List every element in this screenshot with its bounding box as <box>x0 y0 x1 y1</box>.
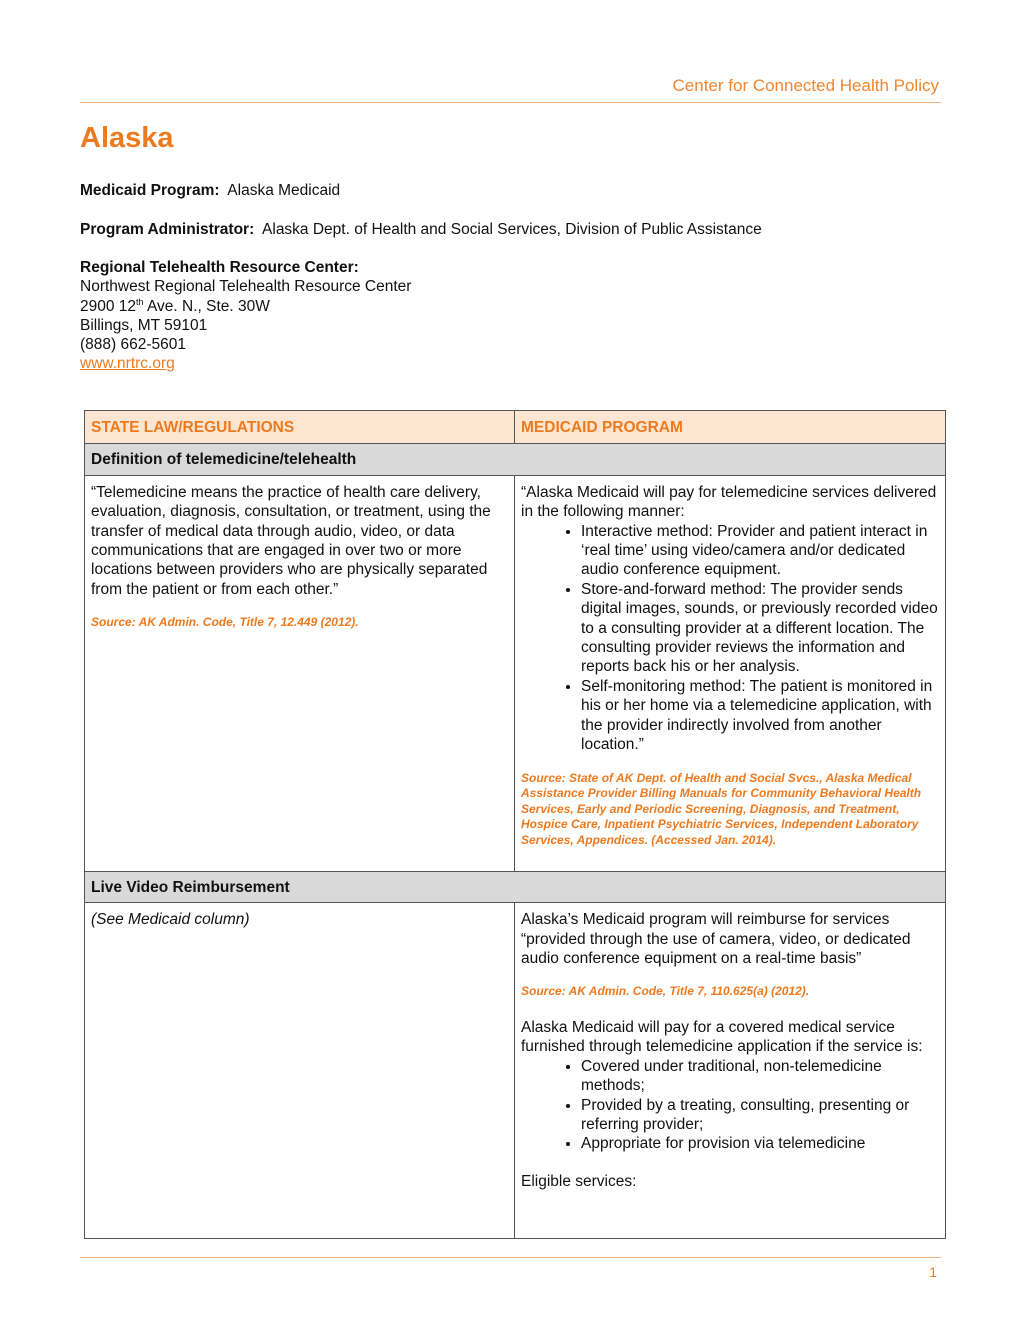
page-title: Alaska <box>80 122 174 154</box>
section-title-live-video: Live Video Reimbursement <box>85 871 946 902</box>
medicaid-cell-definition <box>515 475 946 871</box>
rtrc-city: Billings, MT 59101 <box>80 316 208 334</box>
section-title-definition: Definition of telemedicine/telehealth <box>85 444 946 475</box>
list-item: • Self-monitoring method: The patient is monitored in his or her home via a telemedicine application, with the provider indirectly involved from another location.” <box>581 677 939 755</box>
law-cell-definition <box>85 475 515 871</box>
rtrc-website-link[interactable]: www.nrtrc.org <box>80 355 175 373</box>
law-text-live-video: (See Medicaid column) <box>91 911 250 929</box>
law-source-definition: Source: AK Admin. Code, Title 7, 12.449 (2012). <box>91 615 359 630</box>
medicaid-program-value: Alaska Medicaid <box>227 182 341 199</box>
law-cell-live-video <box>85 903 515 1239</box>
medicaid-p3-live-video: Eligible services: <box>521 1172 637 1190</box>
section-row-definition <box>85 444 946 475</box>
list-item: • Store-and-forward method: The provider sends digital images, sounds, or previously recorded video to a consulting provider at a different location. The consulting provider reviews the information and reports back his or her analysis. <box>581 580 939 677</box>
rtrc-street-post: Ave. N., Ste. 30W <box>143 297 270 315</box>
table-row-definition <box>85 475 946 871</box>
rtrc-street-pre: 2900 12 <box>80 297 137 315</box>
table-header-row <box>85 411 946 444</box>
rtrc-block <box>80 258 411 374</box>
medicaid-program-line <box>80 181 340 201</box>
medicaid-cell-live-video <box>515 903 946 1239</box>
page-number: 1 <box>929 1264 937 1280</box>
rtrc-name: Northwest Regional Telehealth Resource Center <box>80 278 412 296</box>
program-administrator-value: Alaska Dept. of Health and Social Services, Division of Public Assistance <box>262 221 762 238</box>
section-row-live-video <box>85 871 946 902</box>
col-header-law: STATE LAW/REGULATIONS <box>85 411 515 444</box>
header-divider <box>80 102 941 103</box>
table-row-live-video <box>85 903 946 1239</box>
medicaid-program-label: Medicaid Program: <box>80 182 220 199</box>
medicaid-methods-list <box>521 522 939 755</box>
col-header-medicaid: MEDICAID PROGRAM <box>515 411 946 444</box>
law-text-definition: “Telemedicine means the practice of health care delivery, evaluation, diagnosis, consultation, or treatment, using the transfer of medical data through audio, video, or data communications that are engaged in over two or more locations between providers who are physically separated from the patient or from each other.” <box>91 483 491 598</box>
rtrc-street <box>80 297 411 316</box>
rtrc-phone: (888) 662-5601 <box>80 336 186 354</box>
footer-divider <box>80 1257 941 1258</box>
list-item: • Appropriate for provision via telemedicine <box>581 1134 939 1153</box>
list-item: • Covered under traditional, non-telemedicine methods; <box>581 1057 939 1096</box>
list-item: • Interactive method: Provider and patient interact in ‘real time’ using video/camera and/or dedicated audio conference equipment. <box>581 522 939 580</box>
rtrc-label: Regional Telehealth Resource Center: <box>80 259 359 276</box>
program-administrator-label: Program Administrator: <box>80 221 255 238</box>
medicaid-conditions-list <box>521 1057 939 1154</box>
medicaid-intro-definition: “Alaska Medicaid will pay for telemedicine services delivered in the following manner: <box>521 483 937 521</box>
medicaid-source-definition: Source: State of AK Dept. of Health and Social Svcs., Alaska Medical Assistance Provider Billing Manuals for Community Behavioral Health Services, Early and Periodic Screening, Diagnosis, and Treatment, Hospice Care, Inpatient Psychiatric Services, Independent Laboratory Services, Appendices. (Accessed Jan. 2014). <box>521 770 922 847</box>
program-administrator-line <box>80 220 762 240</box>
header-org-name: Center for Connected Health Policy <box>672 76 939 95</box>
rtrc-street-sup: th <box>136 296 144 307</box>
list-item: • Provided by a treating, consulting, presenting or referring provider; <box>581 1096 939 1135</box>
medicaid-p1-live-video: Alaska’s Medicaid program will reimburse for services “provided through the use of camera, video, or dedicated audio conference equipment on a real-time basis” <box>521 911 911 968</box>
medicaid-p2-live-video: Alaska Medicaid will pay for a covered medical service furnished through telemedicine application if the service is: <box>521 1018 923 1056</box>
medicaid-source-live-video: Source: AK Admin. Code, Title 7, 110.625(a) (2012). <box>521 984 810 999</box>
policy-table <box>84 410 946 1239</box>
